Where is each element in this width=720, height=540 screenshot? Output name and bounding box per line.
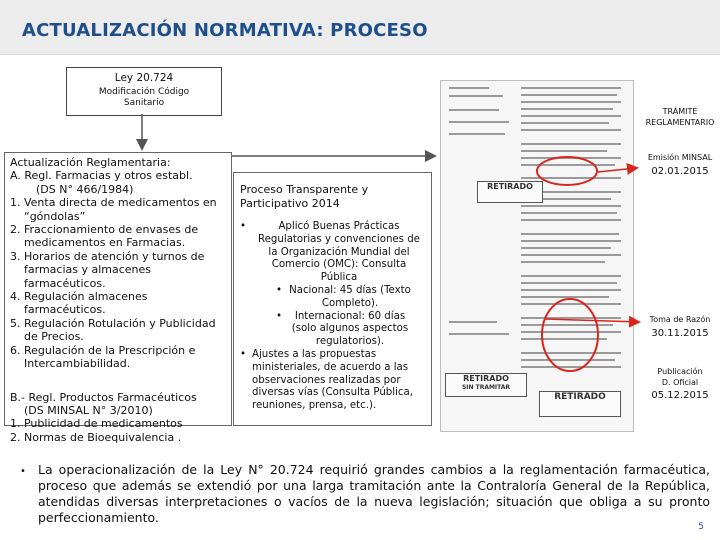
publicacion-date: 05.12.2015 (651, 390, 709, 401)
proceso-heading: Proceso Transparente y Participativo 2014 (240, 183, 369, 210)
emision-label: Emisión MINSAL (647, 153, 713, 162)
retirado-stamp (477, 181, 543, 203)
toma-date: 30.11.2015 (651, 328, 709, 339)
section-b-item: 1. Publicidad de medicamentos (10, 417, 183, 431)
conclusion-text-block (20, 462, 710, 526)
stamp-label: RETIRADO (487, 182, 533, 191)
ley-title: Ley 20.724 (114, 72, 174, 84)
publicacion-label (640, 366, 720, 388)
section-a-item: 6. Regulación de la Prescripción e Intercambiabilidad. (10, 343, 196, 371)
emision-date: 02.01.2015 (651, 166, 709, 177)
ley-subtitle-2: Sanitario (123, 98, 165, 108)
toma-label: Toma de Razón (649, 315, 711, 324)
stamp-label: RETIRADO (463, 374, 509, 383)
ley-subtitle-1: Modificación Código (98, 87, 190, 97)
scanned-document (440, 80, 634, 432)
section-b-item: 2. Normas de Bioequivalencia . (10, 430, 182, 444)
section-b-title: B.- Regl. Productos Farmacéuticos (10, 390, 197, 404)
proceso-sub-1: Nacional: 45 días (Texto Completo). (289, 284, 411, 309)
stamp-label: RETIRADO (554, 392, 606, 402)
reglamentaria-panel (4, 152, 232, 444)
proceso-panel (233, 172, 432, 426)
retirado-stamp (539, 391, 621, 417)
reglamentaria-heading: Actualización Reglamentaria: (10, 156, 171, 169)
retirado-stamp (445, 373, 527, 397)
stamp-sublabel: SIN TRAMITAR (461, 384, 511, 391)
section-a-item: 2. Fraccionamiento de envases de medicamentos en Farmacias. (10, 223, 199, 250)
tramite-line-1: TRÁMITE (662, 107, 698, 116)
bullet-dot: • (20, 466, 26, 477)
publicacion-line-1: Publicación (657, 367, 703, 376)
tramite-line-2: REGLAMENTARIO (645, 118, 715, 127)
section-a-item: 5. Regulación Rotulación y Publicidad de Precios. (10, 316, 216, 344)
tramite-label (640, 106, 720, 128)
section-b-sub: (DS MINSAL N° 3/2010) (24, 403, 153, 417)
section-a-sub: (DS N° 466/1984) (36, 182, 134, 196)
section-a-item: 1. Venta directa de medicamentos en “góndolas” (10, 196, 217, 223)
proceso-bullet-1: Aplicó Buenas Prácticas Regulatorias y convenciones de la Organización Mundial del Comercio (OMC): Consulta Pública (258, 221, 420, 284)
publicacion-line-2: D. Oficial (661, 378, 699, 387)
proceso-sub-2: Internacional: 60 días (solo algunos aspectos regulatorios). (291, 310, 409, 348)
section-a-item: 3. Horarios de atención y turnos de farmacias y almacenes farmacéuticos. (10, 249, 205, 290)
bullet-dot: • (240, 221, 247, 232)
ley-box (66, 67, 222, 116)
bullet-dot: • (240, 348, 247, 360)
page-title: ACTUALIZACIÓN NORMATIVA: PROCESO (22, 20, 428, 41)
page-number: 5 (698, 522, 704, 532)
bullet-dot: • (276, 284, 283, 296)
proceso-bullet-2: Ajustes a las propuestas ministeriales, de acuerdo a las observaciones realizadas por diversas vías (Consulta Pública, reuniones, prensa, etc.). (252, 348, 414, 412)
section-a-item: 4. Regulación almacenes farmacéuticos. (10, 290, 148, 317)
bullet-dot: • (276, 310, 283, 322)
section-a-title: A. Regl. Farmacias y otros establ. (10, 169, 193, 183)
conclusion-text: La operacionalización de la Ley N° 20.724 requirió grandes cambios a la reglamentación farmacéutica, proceso que además se extendió por una larga tramitación ante la Contraloría General de la República, atendidas diversas interpretaciones o vacíos de la nueva legislación; situación que obliga a su pronto perfeccionamiento. (38, 462, 710, 525)
